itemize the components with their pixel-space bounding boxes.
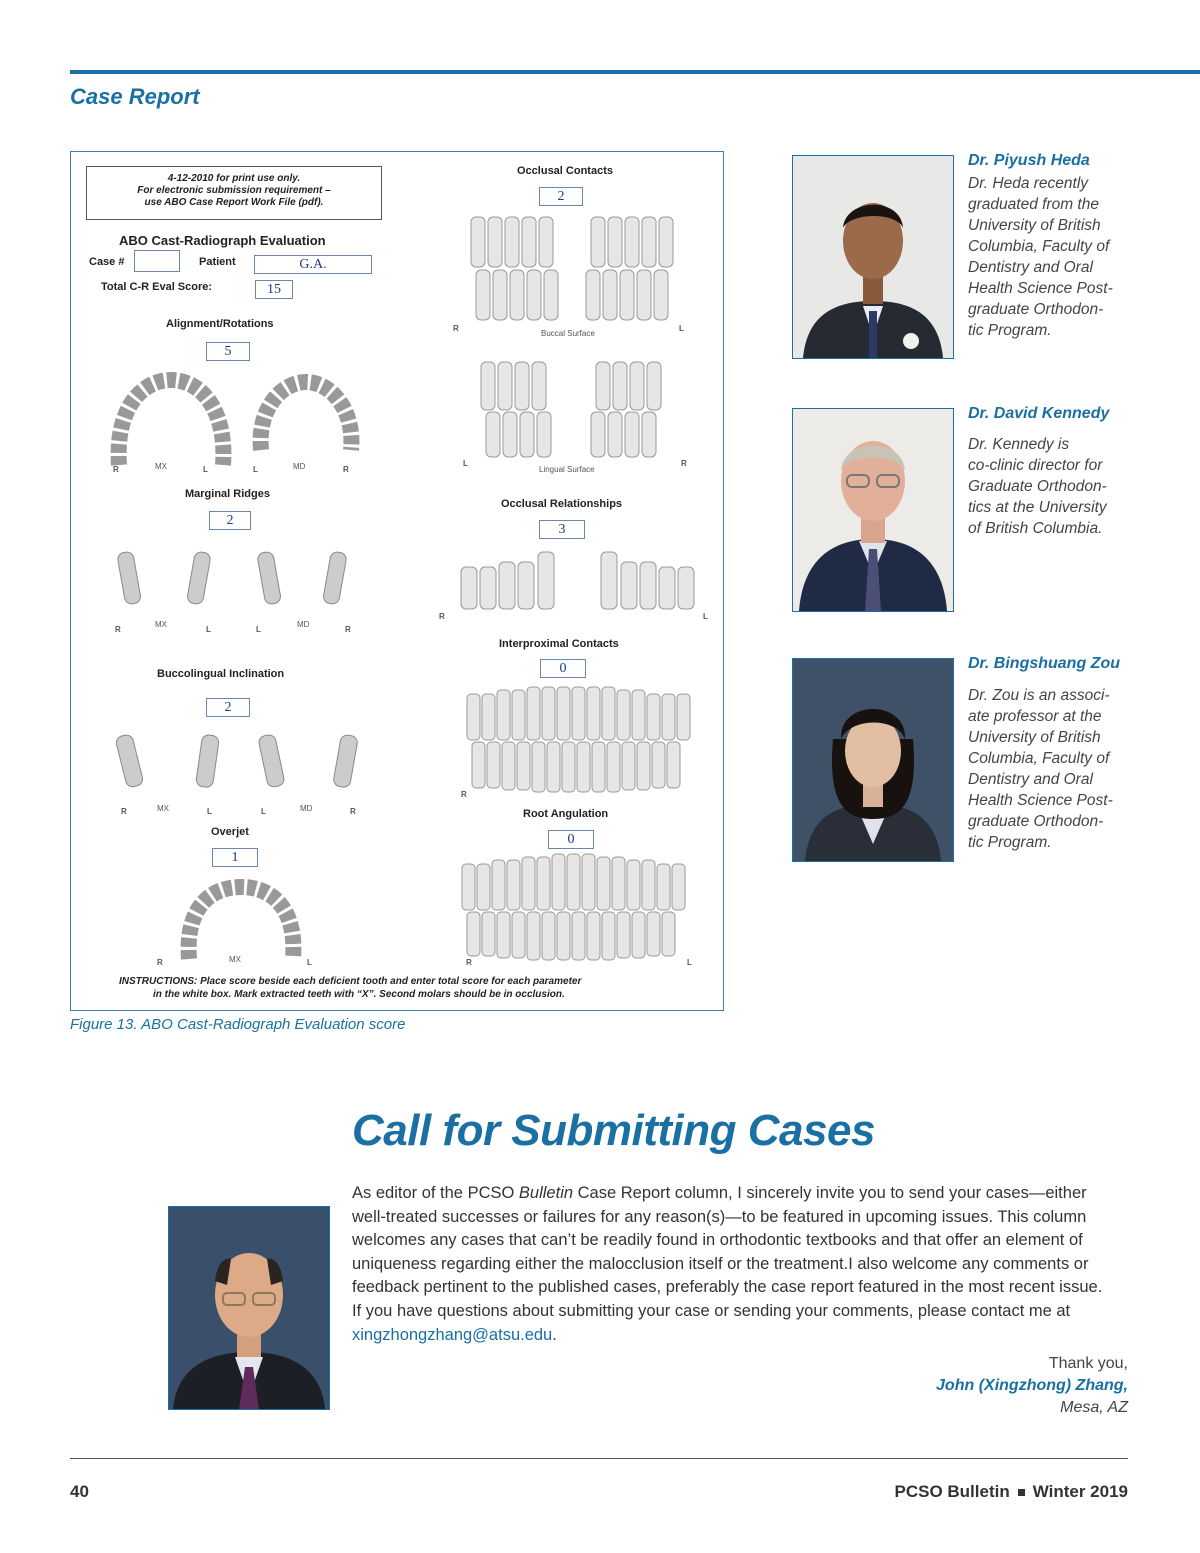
interproximal-contacts-score: 0	[540, 659, 586, 678]
top-rule	[70, 70, 1200, 74]
marginal-ridges-score: 2	[209, 511, 251, 530]
footer-publication	[894, 1482, 1128, 1502]
arch-label-r: R	[453, 324, 459, 333]
alignment-label: Alignment/Rotations	[166, 318, 274, 330]
issue-date: Winter 2019	[1032, 1482, 1128, 1501]
bio-line: Columbia, Faculty of	[968, 750, 1110, 767]
print-note	[86, 166, 382, 220]
root-angulation-score: 0	[548, 830, 594, 849]
form-title: ABO Cast-Radiograph Evaluation	[119, 233, 326, 248]
buccolingual-score: 2	[206, 698, 250, 717]
instruction-line: INSTRUCTIONS: Place score beside each deficient tooth and enter total score for each parameter	[119, 976, 582, 987]
call-title: Call for Submitting Cases	[352, 1106, 875, 1155]
body-line	[352, 1324, 1142, 1348]
bio-line: co-clinic director for	[968, 457, 1103, 474]
bio-name: Dr. Bingshuang Zou	[968, 655, 1120, 672]
bio-name: Dr. Piyush Heda	[968, 152, 1090, 169]
bio-line: of British Columbia.	[968, 520, 1103, 537]
figure-caption: Figure 13. ABO Cast-Radiograph Evaluation score	[70, 1016, 406, 1033]
bio-line: Dentistry and Oral	[968, 259, 1093, 276]
bio-line: graduate Orthodon-	[968, 813, 1104, 830]
arch-label-l: L	[256, 625, 261, 634]
form-instructions	[119, 975, 699, 1001]
photo-bingshuang-zou	[792, 658, 954, 862]
publication-title: PCSO Bulletin	[894, 1482, 1010, 1501]
bio-line: Health Science Post-	[968, 792, 1113, 809]
case-number-box	[134, 250, 180, 272]
bio-line: Dentistry and Oral	[968, 771, 1093, 788]
bio-line: graduate Orthodon-	[968, 301, 1104, 318]
instruction-line: in the white box. Mark extracted teeth with “X”. Second molars should be in occlusion.	[153, 989, 565, 1000]
body-line: uniqueness regarding either the malocclusion itself or the treatment.I also welcome any comments or	[352, 1254, 1089, 1273]
root-angulation-label: Root Angulation	[523, 808, 609, 820]
arch-label-mx: MX	[157, 804, 169, 813]
bio-line: Health Science Post-	[968, 280, 1113, 297]
occlusal-relationships-illustration	[456, 547, 701, 617]
arch-label-r: R	[681, 459, 687, 468]
arch-label-r: R	[121, 807, 127, 816]
bio-line: Dr. Kennedy is	[968, 436, 1070, 453]
patient-box: G.A.	[254, 255, 372, 274]
occlusal-contacts-score: 2	[539, 187, 583, 206]
body-text: As editor of the PCSO	[352, 1184, 519, 1202]
arch-label-l: L	[687, 958, 692, 967]
arch-label-l: L	[207, 807, 212, 816]
arch-label-l: L	[203, 465, 208, 474]
total-score-box: 15	[255, 280, 293, 299]
root-angulation-teeth-illustration	[459, 852, 699, 962]
overjet-score: 1	[212, 848, 258, 867]
arch-label-r: R	[345, 625, 351, 634]
abo-evaluation-figure	[70, 151, 724, 1011]
bio-line: University of British	[968, 729, 1101, 746]
occlusal-contacts-teeth-illustration	[466, 212, 696, 327]
bio-text	[968, 685, 1133, 853]
sign-thanks: Thank you,	[1048, 1355, 1128, 1372]
arch-label-r: R	[439, 612, 445, 621]
marginal-ridges-illustration	[111, 547, 361, 612]
patient-label: Patient	[199, 256, 236, 268]
buccolingual-label: Buccolingual Inclination	[157, 668, 285, 680]
occlusal-contacts-label: Occlusal Contacts	[517, 165, 613, 177]
body-text: .	[552, 1325, 557, 1344]
arch-label-l: L	[703, 612, 708, 621]
arch-label-md: MD	[297, 620, 310, 629]
sign-name: John (Xingzhong) Zhang,	[936, 1377, 1128, 1394]
arch-label-md: MD	[300, 804, 313, 813]
arch-label-l: L	[307, 958, 312, 967]
sign-location: Mesa, AZ	[1060, 1399, 1128, 1416]
email-link[interactable]: xingzhongzhang@atsu.edu	[352, 1325, 553, 1344]
buccolingual-illustration	[113, 727, 363, 797]
arch-label-l: L	[206, 625, 211, 634]
interproximal-teeth-illustration	[464, 684, 699, 794]
section-title: Case Report	[70, 84, 200, 109]
arch-label-r: R	[115, 625, 121, 634]
page-number: 40	[70, 1482, 89, 1501]
body-line: welcomes any cases that can’t be readily found in orthodontic textbooks and that offer an element of	[352, 1231, 1083, 1250]
arch-label-mx: MX	[155, 620, 167, 629]
photo-piyush-heda	[792, 155, 954, 359]
bio-line: tic Program.	[968, 834, 1052, 851]
body-line: feedback pertinent to the published cases, preferably the case report featured in the most recent issue.	[352, 1278, 1103, 1297]
arch-label-l: L	[463, 459, 468, 468]
bio-line: Columbia, Faculty of	[968, 238, 1110, 255]
bio-line: Graduate Orthodon-	[968, 478, 1107, 495]
bio-line: Dr. Zou is an associ-	[968, 687, 1110, 704]
photo-john-zhang	[168, 1206, 330, 1410]
bio-line: Dr. Heda recently	[968, 175, 1089, 192]
lingual-surface-label: Lingual Surface	[539, 465, 595, 474]
bio-line: tic Program.	[968, 322, 1052, 339]
bio-line: graduated from the	[968, 196, 1099, 213]
arch-label-r: R	[461, 790, 467, 799]
arch-label-md: MD	[293, 462, 306, 471]
bio-line: ate professor at the	[968, 708, 1102, 725]
marginal-ridges-label: Marginal Ridges	[185, 488, 270, 500]
bio-name: Dr. David Kennedy	[968, 405, 1110, 422]
call-body	[352, 1182, 1142, 1347]
photo-david-kennedy	[792, 408, 954, 612]
body-text: Case Report column, I sincerely invite you to send your cases—either	[573, 1184, 1087, 1202]
arch-label-r: R	[350, 807, 356, 816]
total-score-label: Total C-R Eval Score:	[101, 281, 213, 293]
arch-label-l: L	[253, 465, 258, 474]
print-note-line: 4-12-2010 for print use only.	[167, 173, 301, 184]
print-note-line: use ABO Case Report Work File (pdf).	[144, 197, 324, 208]
occlusal-relationships-score: 3	[539, 520, 585, 539]
body-line	[352, 1182, 1142, 1206]
arch-label-r: R	[157, 958, 163, 967]
bio-line: tics at the University	[968, 499, 1107, 516]
body-line: If you have questions about submitting your case or sending your comments, please contact me at	[352, 1301, 1071, 1320]
arch-label-mx: MX	[229, 955, 241, 964]
arch-label-l: L	[679, 324, 684, 333]
arch-label-l: L	[261, 807, 266, 816]
arch-label-r: R	[113, 465, 119, 474]
print-note-line: For electronic submission requirement –	[137, 185, 331, 196]
bio-line: University of British	[968, 217, 1101, 234]
footer-rule	[70, 1458, 1128, 1459]
alignment-score: 5	[206, 342, 250, 361]
case-label: Case #	[89, 256, 125, 268]
publication-name: Bulletin	[518, 1184, 574, 1202]
overjet-arch-illustration	[171, 877, 311, 962]
bio-text	[968, 434, 1133, 539]
buccal-surface-label: Buccal Surface	[541, 329, 595, 338]
overjet-label: Overjet	[211, 826, 249, 838]
occlusal-relationships-label: Occlusal Relationships	[501, 498, 623, 510]
arch-label-r: R	[343, 465, 349, 474]
arch-label-mx: MX	[155, 462, 167, 471]
separator-square-icon	[1018, 1489, 1025, 1496]
body-line: well-treated successes or failures for any reason(s)—to be featured in upcoming issues. This column	[352, 1207, 1087, 1226]
interproximal-contacts-label: Interproximal Contacts	[499, 638, 619, 650]
alignment-arches-illustration	[101, 370, 371, 480]
bio-text	[968, 173, 1133, 341]
lingual-teeth-illustration	[476, 357, 676, 467]
arch-label-r: R	[466, 958, 472, 967]
